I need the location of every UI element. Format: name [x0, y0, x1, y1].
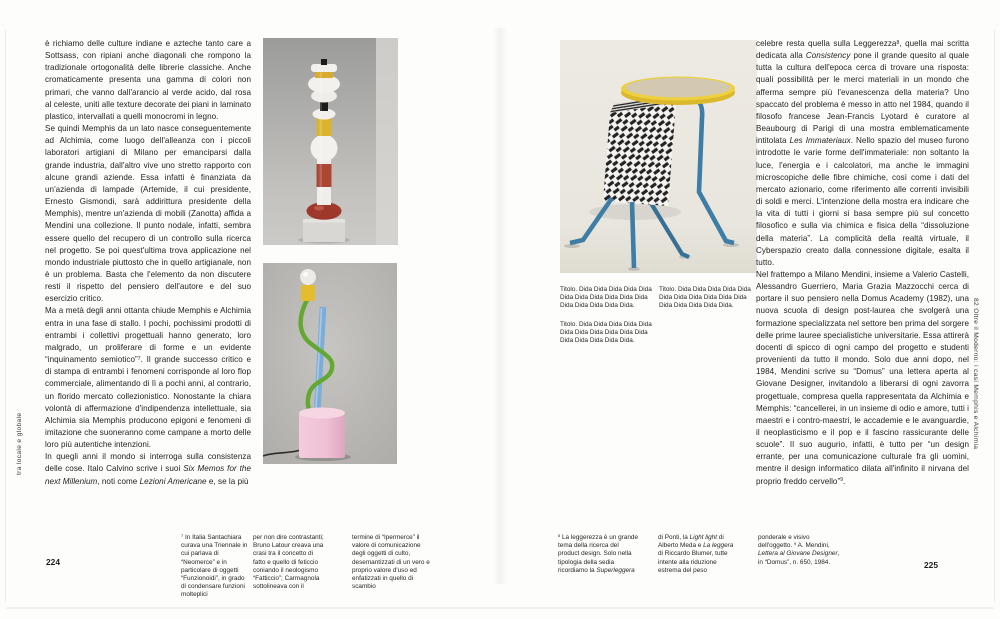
body-paragraph: Se quindi Memphis da un lato nasce conseguentemente ad Alchimia, come luogo dell'alleanza con i piccoli laboratori artigiani di Milano per emanciparsi dalla grande industria, dall'altro vive uno stretto rapporto con alcune grandi aziende. Essa infatti è finanziata da un'azienda di lampade (Artemide, il cui presidente, Ernesto Gismondi, sarà addirittura presidente della Memphis), mentre un'azienda di mobili (Zanotta) affida a Mendini una collezione. Il punto nodale, infatti, sembra essere quello del recupero di un controllo sulla ricerca nel progetto. Se poi quest'ultima trova applicazione nel mondo industriale piuttosto che in quello artigianale, non è un problema. Basta che l'elemento da non discutere resti il rispetto del pensiero dell'autore e del suo esercizio critico.	[45, 124, 251, 304]
body-paragraph: è richiamo delle culture indiane e azteche tanto care a Sottsass, con ripiani anche diagonali che rompono la tradizionale ortogonalità delle librerie classiche. Anche cromaticamente presenta una gamma di colori non primari, che vanno dall'arancio al verde acido, dal rosa al celeste, uniti alle texture decorate dei piani in laminato plastico, intervallati a quelli monocromi in legno.	[45, 39, 251, 121]
light-bulb	[300, 269, 316, 285]
totem-photo	[263, 38, 398, 245]
page-bottom-edge	[6, 607, 994, 609]
pink-base	[299, 413, 345, 458]
table-figure	[560, 40, 757, 273]
footnote-right-1: $^8$ La leggerezza è un grande tema della ricerca del product design. Solo nella tipologia della sedia ricordiamo la Superleggera	[558, 533, 639, 574]
page-number-right: 225	[924, 560, 938, 570]
body-paragraph: In quegli anni il mondo si interroga sulla consistenza delle cose. Italo Calvino scrive i suoi Six Memos for the next Millenium, noti come Lezioni Americane e, se la più	[45, 452, 252, 486]
lamp-socket	[301, 285, 315, 301]
lamp-photo	[263, 263, 397, 464]
table-photo	[560, 40, 757, 273]
wall-corner	[376, 38, 398, 245]
page-number-left: 224	[46, 557, 60, 567]
table-center-leg	[632, 202, 634, 268]
table-box-front	[603, 103, 676, 206]
margin-label-right: 82 Oltre il Moderno: i casi Memphis e Alchimia	[972, 298, 979, 450]
footnote-left-2: per non dire contrastanti; Bruno Latour creava una crasi tra il concetto di fatto e quello di feticcio coniando il neologismo “Fatticcio”; Carmagnola sottolineava con il	[253, 534, 324, 591]
body-paragraph: celebre resta quella sulla Leggerezza$^8$, quella mai scritta dedicata alla Consistency pone il grande quesito al quale tutta la cultura dell'epoca cerca di trovare una risposta: quali possibilità per le merci materiali in un mondo che afferma sempre più l'evanescenza della materia? Uno spaccato del problema è messo in atto nel 1984, quando il filosofo francese Jean-Francis Lyotard è curatore al Beaubourg di Parigi di una mostra emblematicamente intitolata Les Immateriaux. Nello spazio del museo furono introdotte le varie forme dell'immateriale: non soltanto la luce, l'energia e i calcolatori, ma anche le immagini microscopiche delle fibre chimiche, così come i dati del mercato azionario, come riferimento alle correnti invisibili di soldi e merci. L'intenzione della mostra era indicare che la vita di tutti i giorni si basa sempre più sul concetto filosofico e sulla via chimica e fisica della “dissoluzione della materia”. La complicità della realtà virtuale, il Cyberspazio creato dalla connessione digitale, esalta il tutto.	[756, 39, 970, 267]
right-body-column	[756, 38, 969, 488]
footnote-left-3: termine di “Ipermerce” il valore di comunicazione degli oggetti di culto, desemantizzati di un vero e proprio valore d'uso ed enfatizzati in quello di scambio	[352, 534, 430, 591]
body-paragraph: Ma a metà degli anni ottanta chiude Memphis e Alchimia entra in una fase di stallo. I pochi, pochissimi prodotti di entrambi i collettivi progettuali hanno generato, loro malgrado, un proliferare di forme e un evidente “inquinamento semiotico”$^7$. Il grande successo critico e di stampa di entrambi i fenomeni corrisponde al loro flop commerciale, alimentando di lì a pochi anni, al contrario, un florido mercato collezionistico. Nonostante la chiara volontà di affermazione d'indipendenza intellettuale, sia Alchimia sia Memphis producono epigoni e fenomeni di imitazione che suoneranno come campane a morto delle loro più autentiche intenzioni.	[45, 306, 251, 450]
footnote-right-2: di Ponti, la Light light di Alberto Meda e La leggera di Riccardo Blumer, tutte intente alla riduzione estrema del peso	[658, 534, 734, 574]
page-left-edge	[5, 30, 6, 602]
caption-3: Titolo. Dida Dida Dida Dida Dida Dida Dida Dida Dida Dida Dida Dida Dida Dida Dida Dida.	[659, 286, 751, 310]
caption-1: Titolo. Dida Dida Dida Dida Dida Dida Dida Dida Dida Dida Dida Dida Dida Dida Dida Dida.	[560, 286, 652, 310]
margin-label-left: tra locale e globale	[16, 412, 23, 475]
lamp-figure	[263, 263, 397, 464]
caption-2: Titolo. Dida Dida Dida Dida Dida Dida Dida Dida Dida Dida Dida Dida Dida Dida Dida Dida.	[560, 321, 652, 345]
tabletop-surface	[626, 78, 731, 98]
page-right-edge	[994, 30, 995, 602]
totem-figure	[263, 38, 398, 245]
footnote-left-1: $^7$ In Italia Santachiara curava una Triennale in cui parlava di “Neomerce” e in particolare di oggetti “Funzionoidi”, in grado di condensare funzioni molteplici	[181, 533, 248, 599]
footnote-right-3: ponderale e visivo dell'oggetto. $^9$ A. Mendini, Lettera al Giovane Designer, in “Domus”, n. 650, 1984.	[758, 534, 840, 566]
body-paragraph: Nel frattempo a Milano Mendini, insieme a Valerio Castelli, Alessandro Guerriero, Maria Grazia Mazzocchi cerca di portare il suo pensiero nella Domus Academy (1982), una nuova scuola di design post-laurea che svolgerà una formazione specializzata nel settore ben prima del sorgere delle prime lauree specialistiche universitarie. Essa attirerà docenti di spicco di ogni campo del progetto e studenti provenienti da tutto il mondo. Solo due anni dopo, nel 1984, Mendini scrive su “Domus” una lettera aperta al Giovane Designer, invitandolo a liberarsi di ogni zavorra progettuale, compresa quella rappresentata da Alchimia e Memphis: “cancellerei, in un insieme di odio e amore, tutti i maestri e i contro-maestri, le accademie e le avanguardie, il neoplasticismo e il pop e il fascino rassicurante delle scuole”. Il suo augurio, infatti, è tutto per “un design errante, per una comunicazione culturale fra gli uomini, mentre il design informatico dilata all'infinito il nirvana del proprio freddo cervello”$^9$.	[756, 269, 970, 486]
gutter-shadow	[493, 28, 507, 584]
left-body-column	[45, 38, 251, 488]
